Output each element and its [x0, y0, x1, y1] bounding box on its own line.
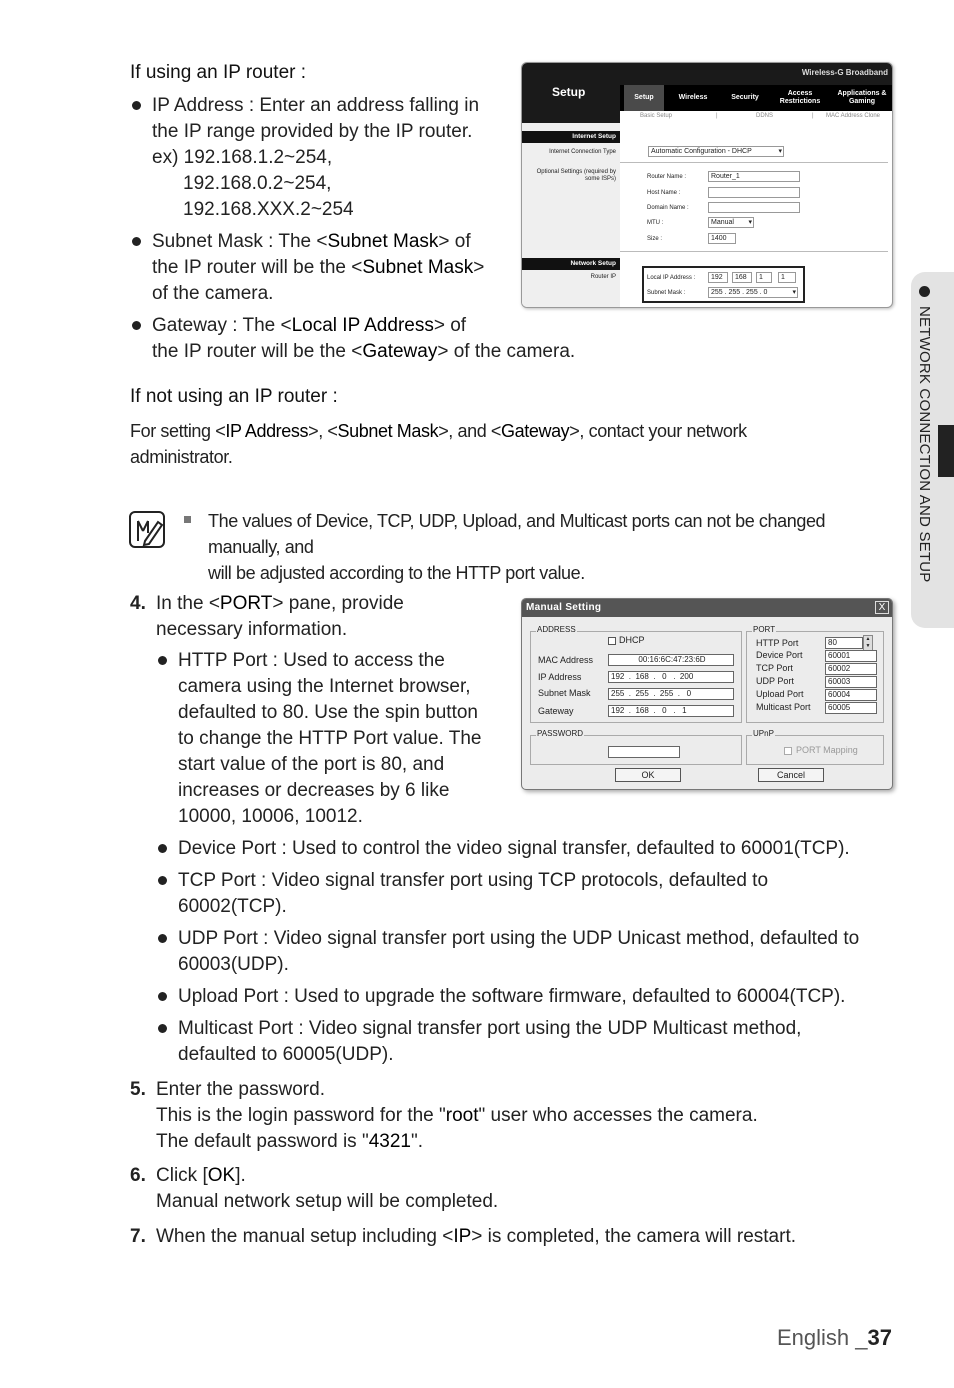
step-number: 5.	[130, 1079, 146, 1100]
router-subtab-mac[interactable]: MAC Address Clone	[826, 113, 881, 119]
bullet-icon	[132, 237, 141, 246]
dhcp-checkbox[interactable]	[608, 637, 616, 645]
tcp-port-field: 60002	[825, 663, 877, 675]
router-label-conn-type: Internet Connection Type	[549, 149, 616, 155]
bullet-gateway: Gateway : The <Local IP Address> of the IP router will be the <Gateway> of the camera.	[152, 315, 576, 362]
multicast-port-field: 60005	[825, 702, 877, 714]
router-setup-title: Setup	[552, 85, 586, 99]
router-subtab-ddns[interactable]: DDNS	[756, 113, 774, 119]
router-tab-security[interactable]: Security	[731, 94, 759, 101]
bullet-icon	[158, 992, 167, 1001]
password-input[interactable]	[608, 746, 680, 758]
footer-language: English _	[777, 1325, 868, 1350]
bullet-icon	[158, 876, 167, 885]
host-name-input[interactable]	[708, 187, 800, 198]
subnet-field[interactable]: 255 . 255 . 255 . 0	[608, 688, 734, 700]
router-subtab-sep: |	[716, 113, 718, 119]
section-heading-router: If using an IP router :	[130, 62, 307, 83]
bullet-multicast-port: Multicast Port : Video signal transfer port using the UDP Multicast method, defaulted to 60005(UDP).	[178, 1018, 802, 1065]
device-port-field: 60001	[825, 650, 877, 662]
domain-name-input[interactable]	[708, 202, 800, 213]
no-router-paragraph: For setting <IP Address>, <Subnet Mask>, and <Gateway>, contact your network administrator.	[130, 421, 747, 467]
router-tab-wireless[interactable]: Wireless	[678, 94, 708, 101]
router-conn-type-select[interactable]: Automatic Configuration - DHCP ▾	[648, 146, 784, 157]
router-name-input[interactable]: Router_1	[708, 171, 800, 182]
text-line: 192.168.XXX.2~254	[183, 199, 354, 220]
bullet-device-port: Device Port : Used to control the video signal transfer, defaulted to 60001(TCP).	[178, 838, 850, 859]
gateway-field[interactable]: 192 . 168 . 0 . 1	[608, 705, 734, 717]
step-number: 4.	[130, 593, 146, 614]
chapter-bullet-icon	[919, 286, 930, 297]
mtu-select[interactable]: Manual ▾	[708, 217, 754, 228]
upload-port-label: Upload Port	[756, 689, 804, 699]
chapter-side-marker	[938, 425, 954, 477]
dhcp-label: DHCP	[619, 635, 645, 645]
local-ip-octet[interactable]: 192	[708, 272, 728, 283]
domain-name-label: Domain Name :	[647, 205, 689, 211]
router-label-optional: Optional Settings (required by some ISPs)	[536, 169, 616, 182]
router-setup-screenshot	[521, 62, 893, 308]
step-number: 7.	[130, 1226, 146, 1247]
bullet-icon	[158, 844, 167, 853]
udp-port-label: UDP Port	[756, 676, 794, 686]
bullet-icon	[132, 101, 141, 110]
step-number: 6.	[130, 1165, 146, 1186]
step-7-text: When the manual setup including <IP> is completed, the camera will restart.	[156, 1226, 797, 1247]
router-tab-apps[interactable]: Applications & Gaming	[837, 90, 887, 105]
mac-label: MAC Address	[538, 655, 594, 665]
gateway-label: Gateway	[538, 706, 574, 716]
udp-port-field: 60003	[825, 676, 877, 688]
mtu-label: MTU :	[647, 220, 664, 226]
note-bullet-icon	[184, 516, 191, 523]
device-port-label: Device Port	[756, 650, 803, 660]
router-divider	[620, 251, 888, 252]
host-name-label: Host Name :	[647, 190, 681, 196]
page-number: 37	[867, 1325, 892, 1350]
ip-field[interactable]: 192 . 168 . 0 . 200	[608, 671, 734, 683]
mac-field[interactable]: 00:16:6C:47:23:6D	[608, 654, 734, 666]
bullet-udp-port: UDP Port : Video signal transfer port using the UDP Unicast method, defaulted to 60003(UDP).	[178, 928, 860, 975]
bullet-ip-address	[152, 93, 479, 223]
router-tabs	[620, 85, 893, 111]
local-ip-label: Local IP Address :	[647, 275, 696, 281]
router-divider	[620, 162, 888, 163]
local-ip-octet[interactable]: 1	[756, 272, 772, 283]
bullet-tcp-port: TCP Port : Video signal transfer port using TCP protocols, defaulted to 60002(TCP).	[178, 870, 769, 917]
bullet-icon	[158, 656, 167, 665]
text-line: IP Address : Enter an address falling in	[152, 95, 480, 116]
router-subtabs	[620, 111, 893, 123]
password-group-label: PASSWORD	[537, 729, 584, 738]
size-input[interactable]: 1400	[708, 233, 736, 244]
dialog-title: Manual Setting	[522, 599, 893, 617]
note-pencil-icon	[129, 511, 165, 548]
bullet-subnet-mask: Subnet Mask : The <Subnet Mask> of the IP router will be the <Subnet Mask> of the camera.	[152, 231, 485, 304]
manual-setting-dialog	[521, 598, 893, 790]
router-subtab-basic[interactable]: Basic Setup	[640, 113, 673, 119]
bullet-icon	[158, 934, 167, 943]
bullet-icon	[158, 1024, 167, 1033]
address-group-label: ADDRESS	[537, 625, 576, 634]
local-ip-octet[interactable]: 1	[778, 272, 796, 283]
http-port-spin-button[interactable]: ▲ ▼	[863, 635, 873, 651]
ok-button[interactable]: OK	[615, 768, 681, 782]
subnet-label: Subnet Mask	[538, 688, 591, 698]
bullet-icon	[132, 321, 141, 330]
router-name-label: Router Name :	[647, 174, 687, 180]
step-6-text: Click [OK]. Manual network setup will be completed.	[156, 1165, 499, 1212]
ip-label: IP Address	[538, 672, 582, 682]
router-tab-setup[interactable]: Setup	[624, 85, 664, 111]
http-port-field[interactable]: 80	[825, 637, 863, 649]
page-footer	[777, 1325, 892, 1351]
local-ip-octet[interactable]: 168	[732, 272, 752, 283]
step-4-text: In the <PORT> pane, provide necessary information.	[156, 593, 404, 640]
cancel-button[interactable]: Cancel	[758, 768, 824, 782]
text-line: 192.168.0.2~254,	[183, 173, 332, 194]
text-line: ex) 192.168.1.2~254,	[152, 147, 333, 168]
size-label: Size :	[647, 236, 663, 242]
port-group-label: PORT	[753, 625, 776, 634]
bullet-http-port: HTTP Port : Used to access the camera using the Internet browser, defaulted to 80. Use the spin button to change the HTTP Port value. The start value of the port is 80, and increases or decreases by 6 like 10000, 10006, 10012.	[178, 650, 482, 827]
upnp-group-label: UPnP	[753, 729, 774, 738]
router-highlight-box	[642, 266, 805, 303]
multicast-port-label: Multicast Port	[756, 702, 811, 712]
router-brand: Wireless-G Broadband	[801, 68, 888, 77]
router-tab-access[interactable]: Access Restrictions	[779, 90, 821, 105]
router-section-network: Network Setup	[522, 258, 620, 270]
upload-port-field: 60004	[825, 689, 877, 701]
port-mapping-checkbox[interactable]	[784, 747, 792, 755]
chapter-title: NETWORK CONNECTION AND SETUP	[916, 306, 933, 583]
http-port-label: HTTP Port	[756, 638, 799, 648]
text-line: the IP range provided by the IP router.	[152, 121, 473, 142]
subnet-mask-select[interactable]: 255 . 255 . 255 . 0 ▾	[708, 287, 798, 298]
router-section-internet: Internet Setup	[522, 131, 620, 143]
bullet-upload-port: Upload Port : Used to upgrade the software firmware, defaulted to 60004(TCP).	[178, 986, 846, 1007]
router-label-router-ip: Router IP	[590, 274, 616, 280]
subnet-mask-label: Subnet Mask :	[647, 290, 686, 296]
section-heading-no-router: If not using an IP router :	[130, 386, 338, 407]
router-subtab-sep: |	[812, 113, 814, 119]
dialog-close-button[interactable]: X	[875, 601, 889, 614]
tcp-port-label: TCP Port	[756, 663, 793, 673]
step-5-text: Enter the password. This is the login password for the "root" user who accesses the camera. The default password is "4321".	[156, 1079, 758, 1152]
port-mapping-label: PORT Mapping	[796, 745, 858, 755]
note-text: The values of Device, TCP, UDP, Upload, and Multicast ports can not be changed manually, and will be adjusted according to the HTTP port value.	[208, 511, 826, 583]
